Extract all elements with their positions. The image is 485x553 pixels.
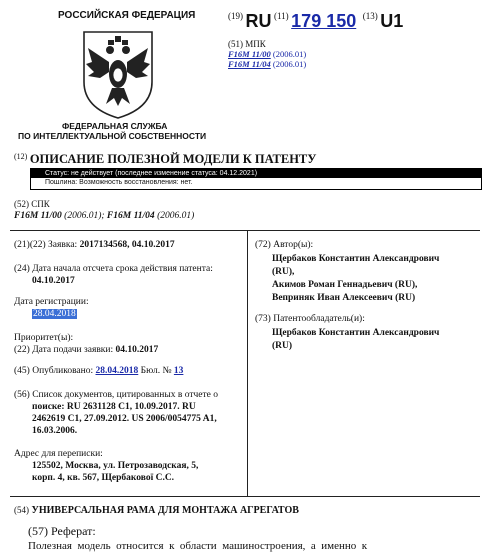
term-value: 04.10.2017 <box>32 276 75 286</box>
author-line-2: (RU), <box>272 267 295 277</box>
filing-label: (22) Дата подачи заявки: <box>14 345 114 355</box>
mpk-line-2 <box>228 59 306 69</box>
mpk-date-2: (2006.01) <box>272 59 307 69</box>
priority-label: Приоритет(ы): <box>14 333 74 343</box>
fee-text: Пошлина: Возможность восстановления: нет. <box>45 179 193 186</box>
mpk-class-link-1[interactable]: F16M 11/00 <box>228 49 271 59</box>
spk-value <box>14 211 194 221</box>
publication-label: (45) Опубликовано: <box>14 366 94 376</box>
term-label: (24) Дата начала отсчета срока действия патента: <box>14 264 213 274</box>
address-label: Адрес для переписки: <box>14 449 103 459</box>
author-line-3: Акимов Роман Геннадьевич (RU), <box>272 280 418 290</box>
code-13: (13) <box>362 11 378 21</box>
docs-line-3: 16.03.2006. <box>32 426 78 436</box>
owner-line-2: (RU) <box>272 341 293 351</box>
authors-label: (72) Автор(ы): <box>255 240 314 250</box>
model-title: УНИВЕРСАЛЬНАЯ РАМА ДЛЯ МОНТАЖА АГРЕГАТОВ <box>31 505 299 516</box>
coat-of-arms-emblem <box>78 28 158 120</box>
application-label: (21)(22) Заявка: <box>14 240 78 250</box>
title-text: ОПИСАНИЕ ПОЛЕЗНОЙ МОДЕЛИ К ПАТЕНТУ <box>29 152 317 166</box>
filing-field <box>14 345 158 355</box>
application-value: 2017134568, 04.10.2017 <box>79 240 175 250</box>
author-line-1: Щербаков Константин Александрович <box>272 254 440 264</box>
mpk-label: (51) МПК <box>228 39 266 49</box>
status-text: Статус: не действует (последнее изменение статуса: 04.12.2021) <box>31 169 481 178</box>
country-code: RU <box>245 11 272 31</box>
docs-line-1: поиске: RU 2631128 C1, 10.09.2017. RU <box>32 402 196 412</box>
divider-bottom <box>10 496 480 497</box>
agency-name-line1: ФЕДЕРАЛЬНАЯ СЛУЖБА <box>62 121 168 131</box>
patent-number-link[interactable]: 179 150 <box>291 11 357 31</box>
spk-class-2: F16M 11/04 <box>106 211 155 221</box>
status-panel <box>30 168 482 190</box>
spk-label: (52) СПК <box>14 199 50 209</box>
divider-top <box>10 230 480 231</box>
mpk-class-link-2[interactable]: F16M 11/04 <box>228 59 271 69</box>
registration-value <box>32 309 77 319</box>
spk-date-1: (2006.01); <box>64 211 105 221</box>
divider-column <box>247 230 248 496</box>
bulletin-label: Бюл. № <box>140 366 172 376</box>
application-field <box>14 240 175 250</box>
document-title <box>14 152 316 167</box>
address-line-1: 125502, Москва, ул. Петрозаводская, 5, <box>32 461 199 471</box>
publication-field <box>14 366 183 376</box>
spk-date-2: (2006.01) <box>157 211 195 221</box>
model-title-code: (54) <box>14 505 29 515</box>
mpk-line-1 <box>228 49 306 59</box>
address-line-2: корп. 4, кв. 567, Щербакової С.С. <box>32 473 175 483</box>
code-11: (11) <box>274 11 289 21</box>
abstract-label: (57) Реферат: <box>28 524 96 538</box>
mpk-date-1: (2006.01) <box>272 49 307 59</box>
filing-value: 04.10.2017 <box>115 345 159 355</box>
spk-class-1: F16M 11/00 <box>14 211 62 221</box>
bulletin-number-link[interactable]: 13 <box>173 366 184 376</box>
publication-date-link[interactable]: 28.04.2018 <box>95 366 139 376</box>
model-title-field <box>14 505 299 516</box>
title-code: (12) <box>14 152 28 161</box>
docs-line-2: 2462619 C1, 27.09.2012. US 2006/0054775 A1, <box>32 414 217 424</box>
agency-name-line2: ПО ИНТЕЛЛЕКТУАЛЬНОЙ СОБСТВЕННОСТИ <box>18 131 207 141</box>
kind-code: U1 <box>380 11 404 31</box>
country-name: РОССИЙСКАЯ ФЕДЕРАЦИЯ <box>58 10 196 21</box>
code-19: (19) <box>228 11 243 21</box>
owner-line-1: Щербаков Константин Александрович <box>272 328 440 338</box>
author-line-4: Веприняк Иван Алексеевич (RU) <box>272 293 416 303</box>
owner-label: (73) Патентообладатель(и): <box>255 314 365 324</box>
registration-label: Дата регистрации: <box>14 297 89 307</box>
registration-date-selected: 28.04.2018 <box>33 309 76 319</box>
patent-number-line <box>228 11 403 32</box>
abstract-text: Полезная модель относится к области машиностроения, а именно к <box>28 540 368 552</box>
docs-label: (56) Список документов, цитированных в отчете о <box>14 390 218 400</box>
